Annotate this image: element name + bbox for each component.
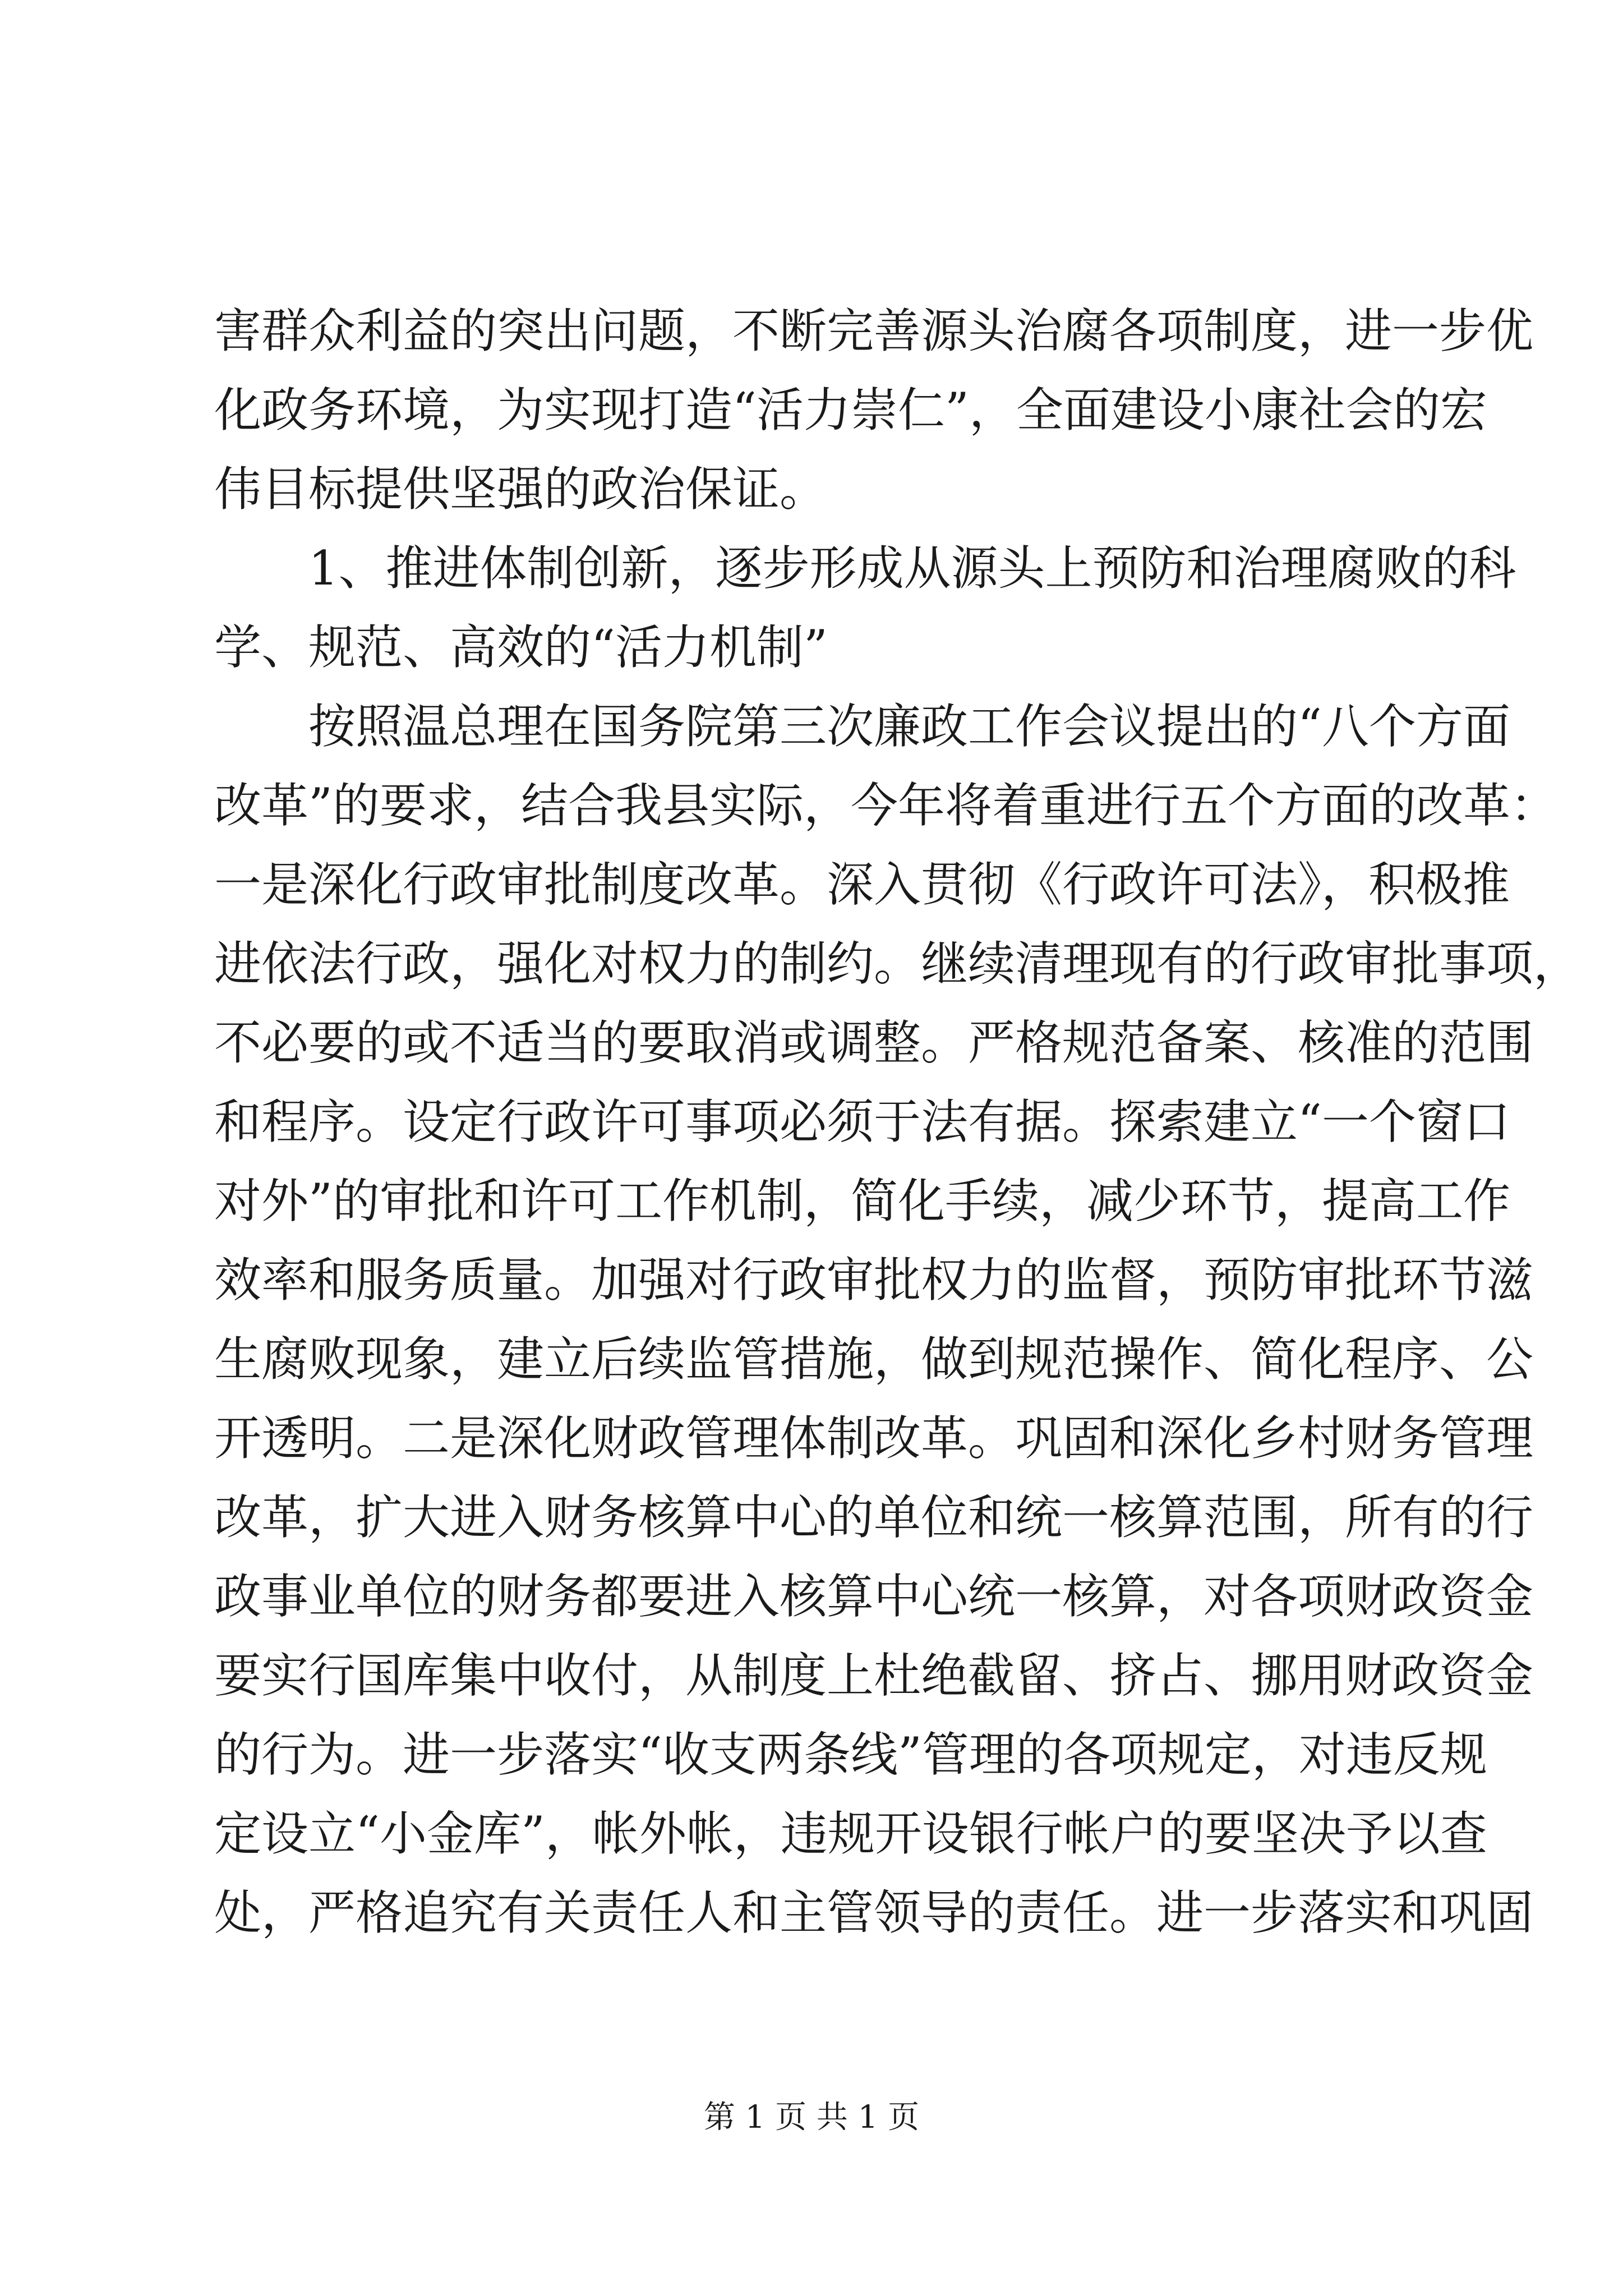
text-line: 改革，扩大进入财务核算中心的单位和统一核算范围，所有的行 [214, 1490, 1534, 1545]
text-line: 改革”的要求，结合我县实际，今年将着重进行五个方面的改革： [214, 778, 1557, 833]
text-line: 政事业单位的财务都要进入核算中心统一核算，对各项财政资金 [214, 1569, 1534, 1624]
text-line: 1、推进体制创新，逐步形成从源头上预防和治理腐败的科 [308, 541, 1516, 596]
text-line: 进依法行政，强化对权力的制约。继续清理现有的行政审批事项， [214, 936, 1581, 991]
text-line: 定设立“小金库”，帐外帐，违规开设银行帐户的要坚决予以查 [214, 1806, 1487, 1861]
text-line: 伟目标提供坚强的政治保证。 [214, 462, 827, 517]
text-line: 对外”的审批和许可工作机制，简化手续，减少环节，提高工作 [214, 1174, 1510, 1228]
text-line: 开透明。二是深化财政管理体制改革。巩固和深化乡村财务管理 [214, 1411, 1534, 1466]
text-line: 按照温总理在国务院第三次廉政工作会议提出的“八个方面 [308, 699, 1510, 754]
text-line: 化政务环境，为实现打造“活力崇仁”，全面建设小康社会的宏 [214, 383, 1487, 438]
text-line: 和程序。设定行政许可事项必须于法有据。探索建立“一个窗口 [214, 1094, 1510, 1149]
text-line: 一是深化行政审批制度改革。深入贯彻《行政许可法》，积极推 [214, 857, 1510, 912]
text-line: 生腐败现象，建立后续监管措施，做到规范操作、简化程序、公 [214, 1332, 1534, 1387]
text-line: 要实行国库集中收付，从制度上杜绝截留、挤占、挪用财政资金 [214, 1648, 1534, 1703]
text-line: 的行为。进一步落实“收支两条线”管理的各项规定，对违反规 [214, 1727, 1487, 1782]
text-line: 不必要的或不适当的要取消或调整。严格规范备案、核准的范围 [214, 1015, 1534, 1070]
text-line: 害群众利益的突出问题，不断完善源头治腐各项制度，进一步优 [214, 303, 1534, 358]
document-body [214, 292, 1581, 1953]
text-line: 处，严格追究有关责任人和主管领导的责任。进一步落实和巩固 [214, 1885, 1534, 1940]
text-line: 效率和服务质量。加强对行政审批权力的监督，预防审批环节滋 [214, 1253, 1534, 1308]
page-footer: 第 1 页 共 1 页 [703, 2099, 920, 2136]
text-line: 学、规范、高效的“活力机制” [214, 620, 828, 675]
